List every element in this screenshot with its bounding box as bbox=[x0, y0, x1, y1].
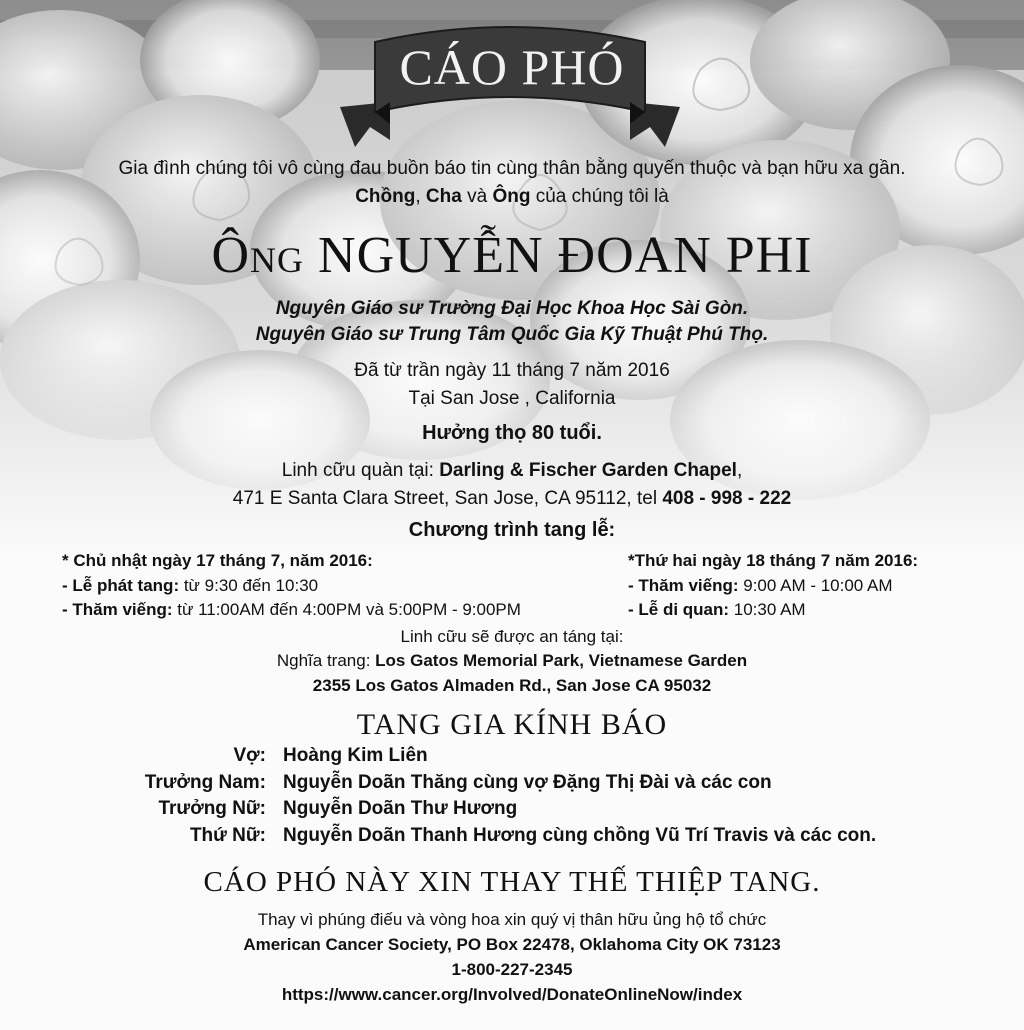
burial-cemetery bbox=[0, 651, 1024, 671]
chapel-address: 471 E Santa Clara Street, San Jose, CA 95112, tel bbox=[232, 488, 663, 509]
day1-item-1-label: - Lễ phát tang: bbox=[62, 576, 180, 595]
separator: và bbox=[461, 186, 493, 207]
day2-item-2-value: 10:30 AM bbox=[729, 600, 806, 619]
family-value-wife: Hoàng Kim Liên bbox=[283, 745, 428, 766]
day2-title: *Thứ hai ngày 18 tháng 7 năm 2016: bbox=[628, 551, 919, 570]
day1-item-2-value: từ 11:00AM đến 4:00PM và 5:00PM - 9:00PM bbox=[172, 600, 521, 619]
day1-item-1 bbox=[62, 576, 318, 596]
family-label-second-daughter: Thứ Nữ: bbox=[189, 825, 266, 846]
viewing-address bbox=[0, 488, 1024, 510]
deceased-name: NGUYỄN ĐOAN PHI bbox=[318, 227, 813, 284]
burial-address: 2355 Los Gatos Almaden Rd., San Jose CA 95032 bbox=[312, 676, 712, 695]
age-at-death: Hưởng thọ 80 tuổi. bbox=[422, 422, 602, 444]
intro-line: Gia đình chúng tôi vô cùng đau buồn báo tin cùng thân bằng quyến thuộc và bạn hữu xa gần. bbox=[118, 158, 906, 179]
deceased-name-line bbox=[0, 226, 1024, 285]
deceased-title-1: Nguyên Giáo sư Trường Đại Học Khoa Học Sài Gòn. bbox=[275, 298, 749, 319]
separator: , bbox=[415, 186, 426, 207]
viewing-location bbox=[0, 460, 1024, 482]
day1-item-1-value: từ 9:30 đến 10:30 bbox=[179, 576, 319, 595]
day2-item-1-label: - Thăm viếng: bbox=[628, 576, 739, 595]
day1-item-2-label: - Thăm viếng: bbox=[62, 600, 173, 619]
cemetery-name: Los Gatos Memorial Park, Vietnamese Garden bbox=[375, 651, 748, 670]
donation-organization: American Cancer Society, PO Box 22478, Oklahoma City OK 73123 bbox=[243, 935, 781, 954]
banner-title: CÁO PHÓ bbox=[399, 39, 625, 95]
card-replacement-notice: CÁO PHÓ NÀY XIN THAY THẾ THIỆP TANG. bbox=[203, 866, 821, 898]
donation-phone: 1-800-227-2345 bbox=[451, 960, 573, 979]
family-label-eldest-daughter: Trưởng Nữ: bbox=[158, 798, 266, 819]
program-heading: Chương trình tang lễ: bbox=[408, 519, 616, 541]
day2-item-1 bbox=[628, 576, 893, 596]
chapel-name: Darling & Fischer Garden Chapel bbox=[439, 460, 737, 481]
family-label-eldest-son: Trưởng Nam: bbox=[144, 772, 266, 793]
honorific bbox=[211, 227, 304, 284]
relation-husband: Chồng bbox=[355, 186, 416, 207]
donation-request: Thay vì phúng điếu và vòng hoa xin quý vị thân hữu ủng hộ tổ chức bbox=[257, 910, 767, 929]
passed-date: Đã từ trần ngày 11 tháng 7 năm 2016 bbox=[354, 360, 670, 381]
day1-title: * Chủ nhật ngày 17 tháng 7, năm 2016: bbox=[62, 551, 373, 570]
family-value-second-daughter: Nguyễn Doãn Thanh Hương cùng chồng Vũ Trí Travis và các con. bbox=[283, 825, 877, 846]
day2-item-2 bbox=[628, 600, 806, 620]
relation-father: Cha bbox=[425, 186, 462, 207]
family-heading: TANG GIA KÍNH BÁO bbox=[356, 708, 668, 741]
honorific-initial: Ô bbox=[211, 227, 251, 284]
cemetery-prefix: Nghĩa trang: bbox=[276, 651, 376, 670]
passed-place: Tại San Jose , California bbox=[408, 388, 616, 409]
intro-relation-line bbox=[0, 186, 1024, 208]
family-label-wife: Vợ: bbox=[233, 745, 266, 766]
day2-item-1-value: 9:00 AM - 10:00 AM bbox=[738, 576, 893, 595]
chapel-phone: 408 - 998 - 222 bbox=[662, 488, 792, 509]
burial-intro: Linh cữu sẽ được an táng tại: bbox=[400, 627, 624, 646]
relation-grandfather: Ông bbox=[492, 186, 531, 207]
day1-item-2 bbox=[62, 600, 521, 620]
donation-url: https://www.cancer.org/Involved/DonateOnlineNow/index bbox=[281, 985, 743, 1004]
deceased-title-2: Nguyên Giáo sư Trung Tâm Quốc Gia Kỹ Thuật Phú Thọ. bbox=[255, 324, 769, 345]
family-value-eldest-daughter: Nguyễn Doãn Thư Hương bbox=[283, 798, 518, 819]
honorific-rest: NG bbox=[250, 240, 305, 280]
day2-item-2-label: - Lễ di quan: bbox=[628, 600, 730, 619]
family-value-eldest-son: Nguyễn Doãn Thăng cùng vợ Đặng Thị Đài và các con bbox=[283, 772, 772, 793]
viewing-prefix: Linh cữu quàn tại: bbox=[281, 460, 440, 481]
relation-suffix: của chúng tôi là bbox=[530, 186, 669, 207]
separator: , bbox=[736, 460, 743, 481]
